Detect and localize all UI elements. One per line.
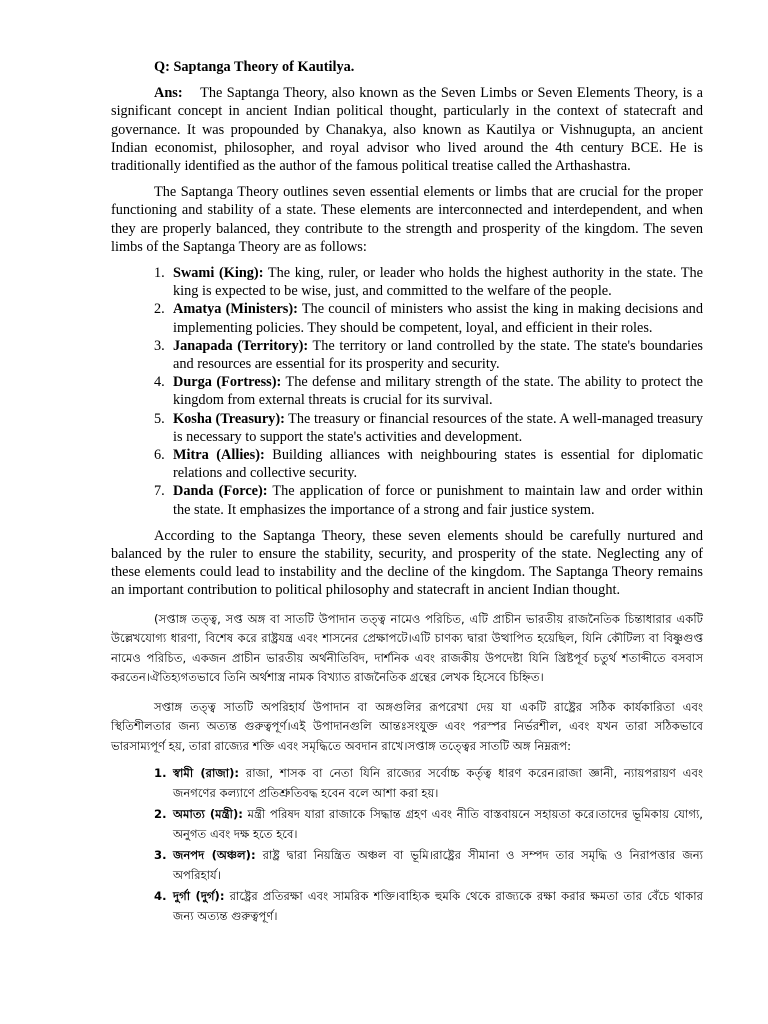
list-number: 4. [154, 889, 167, 904]
limb-description: The territory or land controlled by the state. The state's boundaries and resources are essential for its prosperity and security. [173, 337, 703, 373]
list-item [154, 373, 703, 409]
limb-term: Danda (Force): [173, 483, 268, 500]
limb-term: স্বামী (রাজা): [173, 766, 240, 781]
bengali-paragraph-2: সপ্তাঙ্গ তত্ত্ব সাতটি অপরিহার্য উপাদান বা অঙ্গগুলির রূপরেখা দেয় যা একটি রাষ্ট্রের সঠিক কার্যকারিতা এবং স্থিতিশীলতার জন্য অত্যন্ত গুরুত্বপূর্ণ।এই উপাদানগুলি আন্তঃসংযুক্ত এবং পরস্পর নির্ভরশীল, এবং যখন তারা সঠিকভাবে ভারসাম্যপূর্ণ হয়, তারা রাজ্যের শক্তি এবং সমৃদ্ধিতে অবদান রাখে।সপ্তাঙ্গ তত্ত্বের সাতটি অঙ্গ নিম্নরূপ: [111, 699, 703, 753]
list-number: 7. [154, 483, 165, 500]
conclusion-paragraph: According to the Saptanga Theory, these seven elements should be carefully nurtured and balanced by the ruler to ensure the stability, security, and prosperity of the state. Neglecting any of these elements could lead to instability and the decline of the kingdom. The Saptanga Theory remains an important contribution to political philosophy and statecraft in ancient Indian thought. [111, 527, 703, 599]
limb-term: অমাত্য (মন্ত্রী): [173, 807, 243, 822]
list-item [154, 300, 703, 336]
limb-description: রাষ্ট্রের প্রতিরক্ষা এবং সামরিক শক্তি।বাহ্যিক হুমকি থেকে রাজ্যকে রক্ষা করার ক্ষমতা তার বেঁচে থাকার জন্য অত্যন্ত গুরুত্বপূর্ণ। [173, 889, 704, 923]
list-item [154, 482, 703, 518]
limb-description: The king, ruler, or leader who holds the highest authority in the state. The king is expected to be wise, just, and committed to the welfare of the people. [173, 265, 704, 300]
list-number: 5. [154, 410, 165, 427]
limb-term: Durga (Fortress): [173, 374, 282, 391]
limb-description: Building alliances with neighbouring states is essential for diplomatic relations and collective security. [173, 447, 703, 482]
limb-description: রাষ্ট্র দ্বারা নিয়ন্ত্রিত অঞ্চল বা ভূমি।রাষ্ট্রের সীমানা ও সম্পদ তার সমৃদ্ধি ও নিরাপত্তার জন্য অপরিহার্য। [173, 848, 703, 882]
answer-label: Ans: [154, 85, 183, 102]
limb-term: Kosha (Treasury): [173, 410, 285, 427]
limb-description: The treasury or financial resources of the state. A well-managed treasury is necessary to support the state's activities and development. [173, 410, 704, 445]
bengali-limbs-list [111, 764, 703, 926]
list-number: 6. [154, 447, 165, 464]
list-item [154, 887, 704, 926]
list-number: 3. [154, 337, 165, 354]
list-number: 3. [154, 848, 167, 863]
list-number: 1. [154, 766, 167, 781]
limb-description: The council of ministers who assist the king in making decisions and implementing policies. They should be competent, loyal, and efficient in their roles. [173, 301, 703, 336]
list-number: 2. [154, 301, 165, 318]
limb-term: Janapada (Territory): [173, 337, 309, 354]
list-number: 1. [154, 265, 165, 282]
limb-term: দুর্গা (দুর্গ): [173, 889, 225, 904]
bengali-paragraph-1: (সপ্তাঙ্গ তত্ত্ব, সপ্ত অঙ্গ বা সাতটি উপাদান তত্ত্ব নামেও পরিচিত, এটি প্রাচীন ভারতীয় রাজনৈতিক চিন্তাধারার একটি উল্লেখযোগ্য ধারণা, বিশেষ করে রাষ্ট্রযন্ত্র এবং শাসনের প্রেক্ষাপটে।এটি চাণক্য দ্বারা উত্থাপিত হয়েছিল, যিনি কৌটিল্য বা বিষ্ণুগুপ্ত নামেও পরিচিত, একজন প্রাচীন ভারতীয় অর্থনীতিবিদ, দার্শনিক এবং রাজকীয় উপদেষ্টা যিনি খ্রিষ্টপূর্ব চতুর্থ শতাব্দীতে বসবাস করতেন।ঐতিহ্যগতভাবে তিনি অর্থশাস্ত্র নামক বিখ্যাত রাজনৈতিক গ্রন্থের লেখক হিসেবে চিহ্নিত। [111, 611, 703, 685]
limb-term: Amatya (Ministers): [173, 301, 298, 318]
list-item [154, 264, 704, 300]
list-item [154, 764, 703, 803]
list-number: 4. [154, 374, 165, 391]
limb-term: Mitra (Allies): [173, 447, 265, 464]
limb-description: মন্ত্রী পরিষদ যারা রাজাকে সিদ্ধান্ত গ্রহণ এবং নীতি বাস্তবায়নে সহায়তা করে।তাদের ভূমিকায় যোগ্য, অনুগত এবং দক্ষ হতে হবে। [173, 807, 703, 841]
limb-description: রাজা, শাসক বা নেতা যিনি রাজ্যের সর্বোচ্চ কর্তৃত্ব ধারণ করেন।রাজা জ্ঞানী, ন্যায়পরায়ণ এবং জনগণের কল্যাণে প্রতিশ্রুতিবদ্ধ হবেন বলে আশা করা হয়। [173, 766, 703, 800]
limb-term: Swami (King): [173, 265, 264, 282]
list-item [154, 805, 703, 844]
list-item [154, 410, 704, 446]
answer-paragraph [111, 84, 703, 175]
list-item [154, 337, 703, 373]
list-item [154, 446, 703, 482]
limb-term: জনপদ (অঞ্চল): [173, 848, 256, 863]
list-number: 2. [154, 807, 167, 822]
limb-description: The application of force or punishment to maintain law and order within the state. It emphasizes the importance of a strong and fair justice system. [173, 483, 703, 518]
limb-description: The defense and military strength of the state. The ability to protect the kingdom from external threats is crucial for its survival. [173, 374, 703, 409]
intro-paragraph: The Saptanga Theory outlines seven essential elements or limbs that are crucial for the proper functioning and stability of a state. These elements are interconnected and interdependent, and when they are properly balanced, they contribute to the strength and prosperity of the kingdom. The seven limbs of the Saptanga Theory are as follows: [111, 184, 703, 255]
answer-text: The Saptanga Theory, also known as the Seven Limbs or Seven Elements Theory, is a significant concept in ancient Indian political thought, particularly in the context of statecraft and governance. It was propounded by Chanakya, also known as Kautilya or Vishnugupta, an ancient Indian economist, philosopher, and royal advisor who lived around the 4th century BCE. He is traditionally identified as the author of the famous political treatise called the Arthashastra. [111, 85, 704, 175]
limbs-list [111, 264, 703, 519]
list-item [154, 846, 703, 885]
question-heading: Q: Saptanga Theory of Kautilya. [154, 59, 355, 75]
document-page [111, 58, 703, 928]
